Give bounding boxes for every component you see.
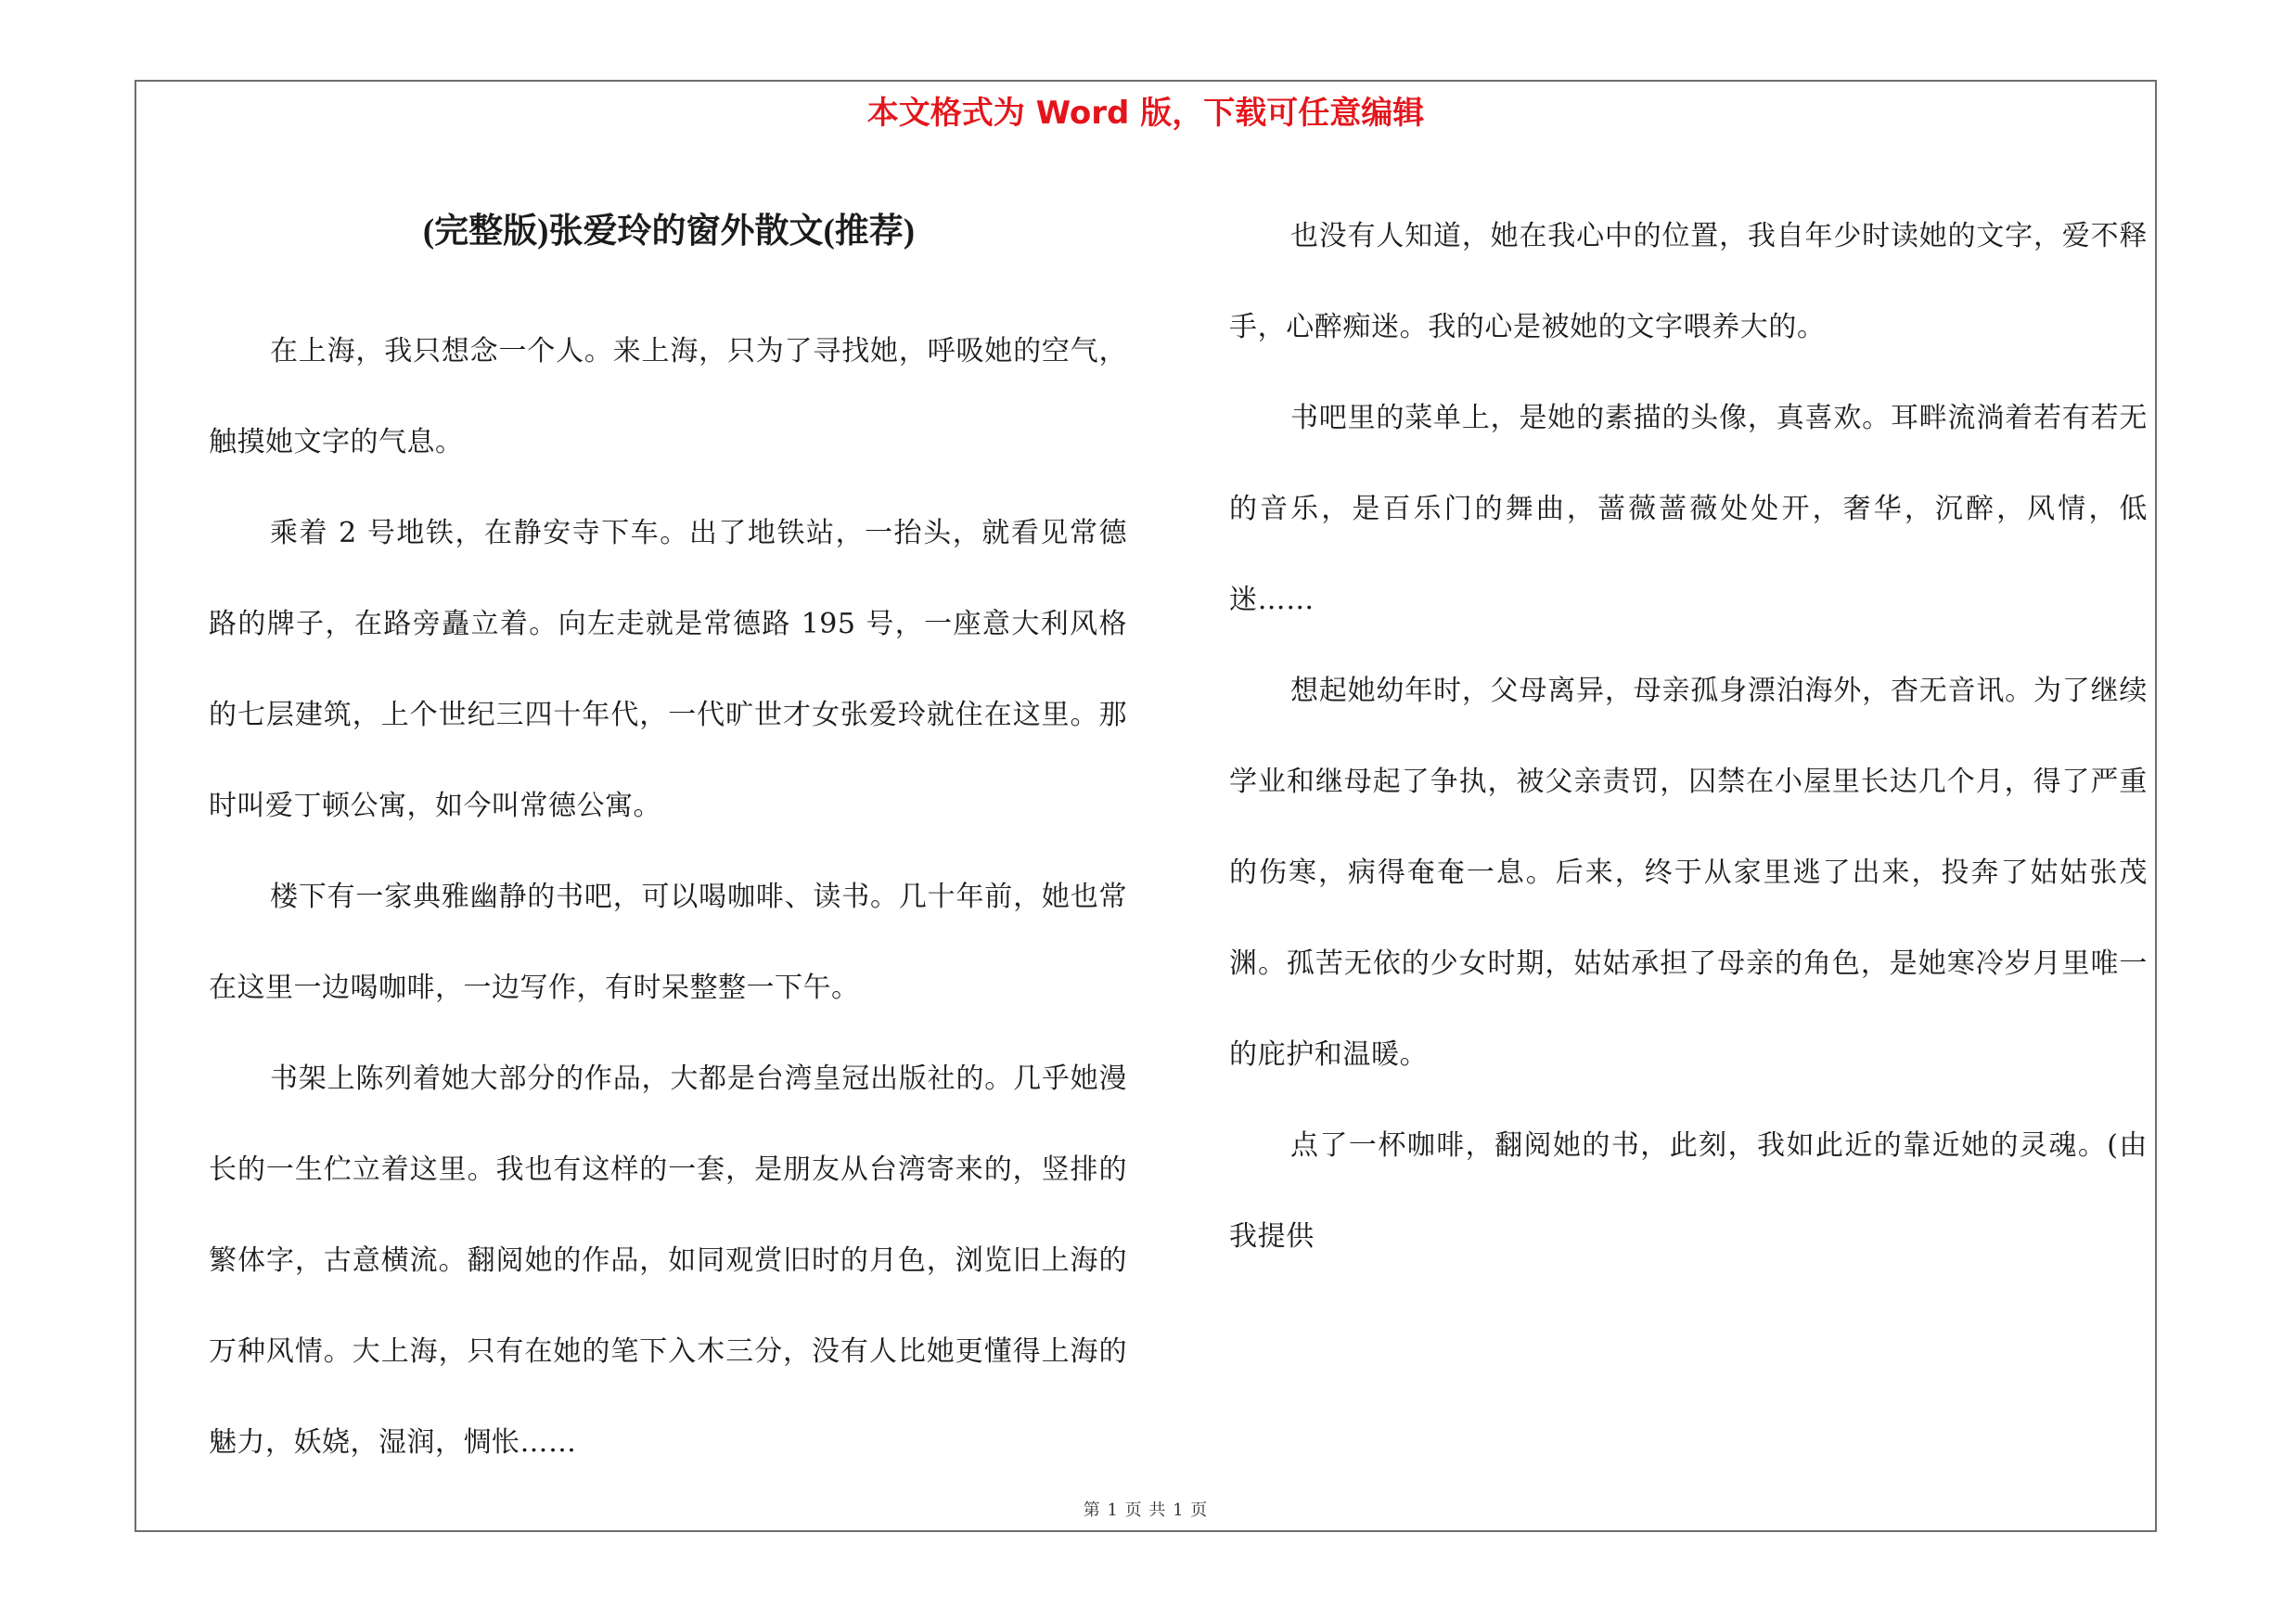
paragraph: 点了一杯咖啡，翻阅她的书，此刻，我如此近的靠近她的灵魂。(由我提供 <box>1229 1129 2148 1253</box>
document-title: (完整版)张爱玲的窗外散文(推荐) <box>422 213 916 251</box>
left-column <box>209 210 1127 1488</box>
paragraph: 书架上陈列着她大部分的作品，大都是台湾皇冠出版社的。几乎她漫长的一生伫立着这里。我也有这样的一套，是朋友从台湾寄来的，竖排的繁体字，古意横流。翻阅她的作品，如同观赏旧时的月色，浏览旧上海的万种风情。大上海，只有在她的笔下入木三分，没有人比她更懂得上海的魅力，妖娆，湿润，惆怅…… <box>209 1063 1127 1460</box>
right-column <box>1229 191 2148 1282</box>
paragraph: 在上海，我只想念一个人。来上海，只为了寻找她，呼吸她的空气，触摸她文字的气息。 <box>209 335 1127 459</box>
editable-banner: 本文格式为 Word 版，下载可任意编辑 <box>866 95 1425 132</box>
page-frame <box>135 80 2157 1532</box>
paragraph: 书吧里的菜单上，是她的素描的头像，真喜欢。耳畔流淌着若有若无的音乐，是百乐门的舞曲，蔷薇蔷薇处处开，奢华，沉醉，风情，低迷…… <box>1229 402 2148 616</box>
page-footer: 第 1 页 共 1 页 <box>1083 1501 1209 1520</box>
paragraph: 乘着 2 号地铁，在静安寺下车。出了地铁站，一抬头，就看见常德路的牌子，在路旁矗立着。向左走就是常德路 195 号，一座意大利风格的七层建筑，上个世纪三四十年代，一代旷世才女张爱玲就住在这里。那时叫爱丁顿公寓，如今叫常德公寓。 <box>209 517 1127 823</box>
paragraph: 楼下有一家典雅幽静的书吧，可以喝咖啡、读书。几十年前，她也常在这里一边喝咖啡，一边写作，有时呆整整一下午。 <box>209 881 1127 1005</box>
paragraph: 想起她幼年时，父母离异，母亲孤身漂泊海外，杳无音讯。为了继续学业和继母起了争执，被父亲责罚，囚禁在小屋里长达几个月，得了严重的伤寒，病得奄奄一息。后来，终于从家里逃了出来，投奔了姑姑张茂渊。孤苦无依的少女时期，姑姑承担了母亲的角色，是她寒冷岁月里唯一的庇护和温暖。 <box>1229 675 2148 1071</box>
paragraph: 也没有人知道，她在我心中的位置，我自年少时读她的文字，爱不释手，心醉痴迷。我的心是被她的文字喂养大的。 <box>1229 220 2148 343</box>
